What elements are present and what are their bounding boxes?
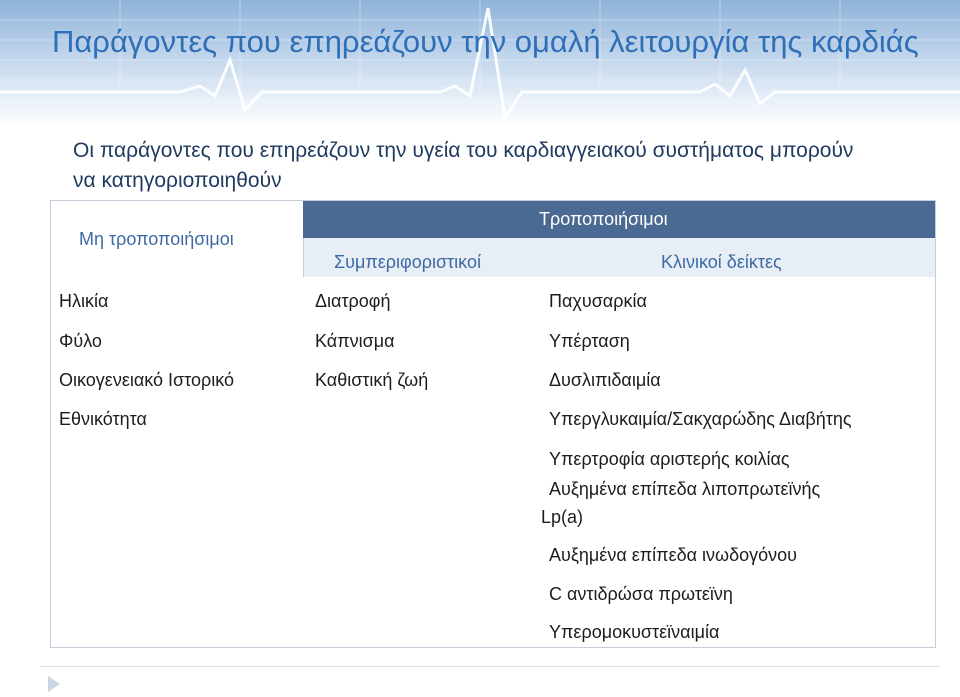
header-behavioral [303, 238, 542, 277]
header-modifiable [303, 201, 935, 238]
heartbeat-graphic [0, 0, 960, 128]
behavioral-item: Καθιστική ζωή [315, 370, 429, 390]
play-arrow-icon[interactable] [48, 676, 60, 692]
intro-text: Οι παράγοντες που επηρεάζουν την υγεία του καρδιαγγειακού συστήματος μπορούν να κατηγοριοποιηθούν [73, 139, 854, 192]
clinical-item: Υπέρταση [549, 331, 630, 351]
behavioral-item: Κάπνισμα [315, 331, 395, 351]
non-modifiable-item: Οικογενειακό Ιστορικό [59, 370, 235, 390]
header-behavioral-label: Συμπεριφοριστικοί [334, 252, 481, 272]
non-modifiable-item: Ηλικία [59, 291, 109, 311]
clinical-item: Αυξημένα επίπεδα ινωδογόνου [549, 545, 797, 565]
clinical-item: Αυξημένα επίπεδα λιποπρωτεϊνής [549, 479, 821, 499]
clinical-item: Υπεργλυκαιμία/Σακχαρώδης Διαβήτης [549, 409, 852, 429]
header-non-modifiable-label: Μη τροποποιήσιμοι [79, 229, 234, 249]
footer-divider [40, 666, 940, 667]
header-modifiable-label: Τροποποιήσιμοι [539, 209, 668, 229]
clinical-item: Δυσλιπιδαιμία [549, 370, 661, 390]
behavioral-item: Διατροφή [315, 291, 391, 311]
clinical-item: Lp(a) [541, 507, 584, 527]
header-clinical-label: Κλινικοί δείκτες [661, 252, 782, 272]
slide-title: Παράγοντες που επηρεάζουν την ομαλή λειτουργία της καρδιάς [52, 24, 919, 59]
clinical-item: Υπερτροφία αριστερής κοιλίας [549, 449, 790, 469]
clinical-item: Υπερομοκυστεϊναιμία [549, 622, 720, 642]
header-clinical [541, 238, 935, 277]
non-modifiable-item: Φύλο [59, 331, 102, 351]
clinical-item: Παχυσαρκία [549, 291, 647, 311]
clinical-item: C αντιδρώσα πρωτεϊνη [549, 584, 733, 604]
risk-factors-table [50, 200, 936, 648]
non-modifiable-item: Εθνικότητα [59, 409, 147, 429]
header-non-modifiable [51, 201, 303, 277]
header-banner [0, 0, 960, 128]
